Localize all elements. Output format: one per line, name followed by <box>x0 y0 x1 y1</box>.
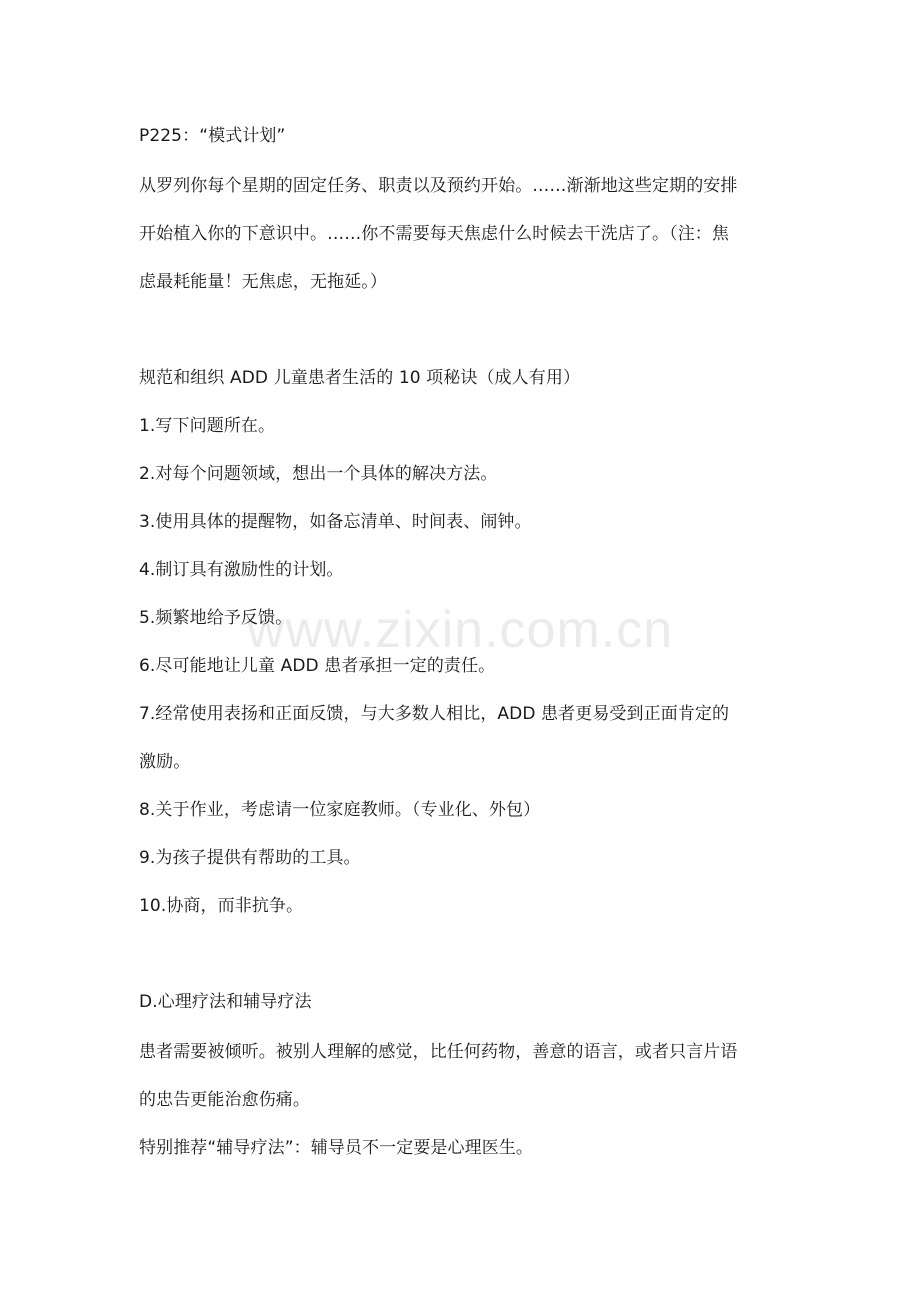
paragraph-line: 虑最耗能量！无焦虑，无拖延。） <box>139 272 387 292</box>
watermark: www.zixin.com.cn <box>246 601 674 659</box>
section-heading-p225: P225：“模式计划” <box>139 126 286 146</box>
list-item: 7.经常使用表扬和正面反馈，与大多数人相比，ADD 患者更易受到正面肯定的 <box>139 704 730 724</box>
list-heading: 规范和组织 ADD 儿童患者生活的 10 项秘诀（成人有用） <box>139 368 581 388</box>
list-item: 1.写下问题所在。 <box>139 416 276 436</box>
paragraph-line: 的忠告更能治愈伤痛。 <box>139 1090 310 1110</box>
list-item: 3.使用具体的提醒物，如备忘清单、时间表、闹钟。 <box>139 512 532 532</box>
paragraph-line: 从罗列你每个星期的固定任务、职责以及预约开始。……渐渐地这些定期的安排 <box>139 176 738 196</box>
list-item: 8.关于作业，考虑请一位家庭教师。（专业化、外包） <box>139 800 541 820</box>
list-item-continuation: 激励。 <box>139 752 191 772</box>
paragraph-line: 开始植入你的下意识中。……你不需要每天焦虑什么时候去干洗店了。（注：焦 <box>139 224 729 244</box>
list-item: 4.制订具有激励性的计划。 <box>139 560 344 580</box>
list-item: 6.尽可能地让儿童 ADD 患者承担一定的责任。 <box>139 656 496 676</box>
list-item: 5.频繁地给予反馈。 <box>139 608 293 628</box>
paragraph-line: 特别推荐“辅导疗法”：辅导员不一定要是心理医生。 <box>139 1138 534 1158</box>
list-item: 9.为孩子提供有帮助的工具。 <box>139 848 361 868</box>
paragraph-line: 患者需要被倾听。被别人理解的感觉，比任何药物，善意的语言，或者只言片语 <box>139 1042 738 1062</box>
section-heading-d: D.心理疗法和辅导疗法 <box>139 992 312 1012</box>
list-item: 2.对每个问题领域，想出一个具体的解决方法。 <box>139 464 498 484</box>
list-item: 10.协商，而非抗争。 <box>139 896 304 916</box>
